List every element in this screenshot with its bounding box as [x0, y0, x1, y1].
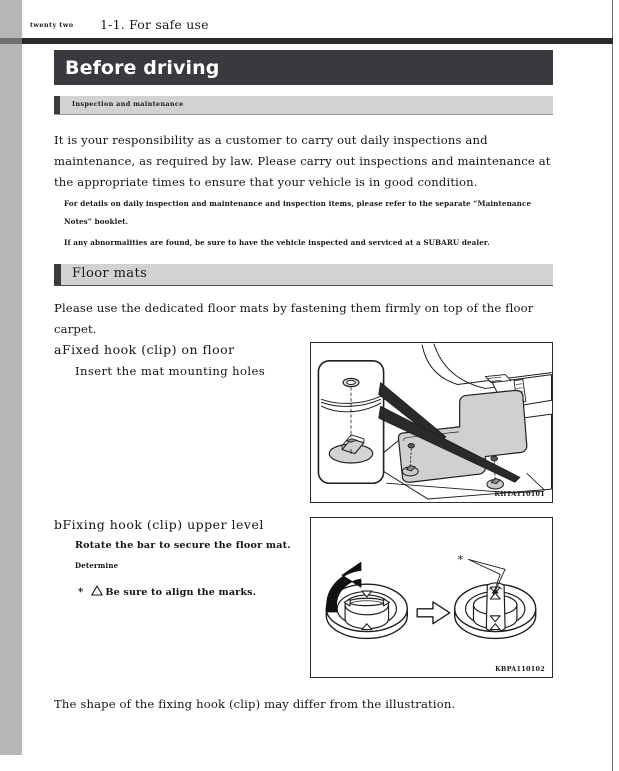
- floor-mats-closing: The shape of the fixing hook (clip) may differ from the illustration.: [54, 697, 456, 711]
- figure-fixing-hook-rotation: [310, 517, 553, 678]
- inspection-paragraph: It is your responsibility as a customer to carry out daily inspections and maintenance, as required by law. Please carry out inspections and maintenance at the appropriate times to ensure that your vehicle is in good condition.: [54, 133, 551, 189]
- header-rule-gutter: [0, 38, 22, 44]
- item-b-heading: bFixing hook (clip) upper level: [54, 517, 264, 532]
- figure-code-a: KHTA110101: [494, 490, 545, 498]
- svg-text:*: *: [457, 553, 464, 567]
- item-a-detail: Insert the mat mounting holes: [75, 364, 266, 378]
- section-underline-inspection: [54, 114, 553, 115]
- floor-mats-paragraph: Please use the dedicated floor mats by fastening them firmly on top of the floor carpet.: [54, 301, 534, 336]
- asterisk-marker: *: [78, 586, 84, 598]
- item-a-heading: aFixed hook (clip) on floor: [54, 342, 235, 357]
- item-b-detail-secondary: Determine: [75, 561, 119, 570]
- warning-triangle-icon: [91, 585, 103, 599]
- figure-code-b: KBPA110102: [495, 665, 545, 673]
- item-b-note: [78, 585, 256, 599]
- section-bar-floor-mats: [54, 264, 553, 285]
- item-b-detail: Rotate the bar to secure the floor mat.: [75, 540, 291, 551]
- page-title: Before driving: [65, 57, 220, 79]
- section-bar-inspection-label: Inspection and maintenance: [72, 100, 184, 108]
- section-bar-inspection: [54, 96, 553, 114]
- page-gutter-strip: [0, 0, 22, 755]
- header-rule: [22, 38, 613, 44]
- running-head: 1-1. For safe use: [100, 17, 209, 32]
- section-underline-floor-mats: [54, 285, 553, 286]
- inspection-note-1: For details on daily inspection and maintenance and inspection items, please refer to the separate “Maintenance Notes” booklet.: [64, 199, 532, 226]
- page-right-border: [612, 0, 613, 771]
- section-tab-marker: [54, 264, 61, 285]
- section-bar-floor-mats-label: Floor mats: [72, 266, 148, 281]
- page-folio: twenty two: [30, 21, 74, 29]
- figure-floor-mat-hook: [310, 342, 553, 503]
- chapter-title-bar: [54, 50, 553, 85]
- section-tab-marker: [54, 96, 60, 114]
- figure-floor-mat-hook-graphic: [311, 343, 552, 502]
- item-b-note-text: Be sure to align the marks.: [105, 586, 257, 598]
- figure-fixing-hook-rotation-graphic: [311, 518, 552, 677]
- inspection-note-2: If any abnormalities are found, be sure to have the vehicle inspected and serviced at a SUBARU dealer.: [64, 238, 490, 247]
